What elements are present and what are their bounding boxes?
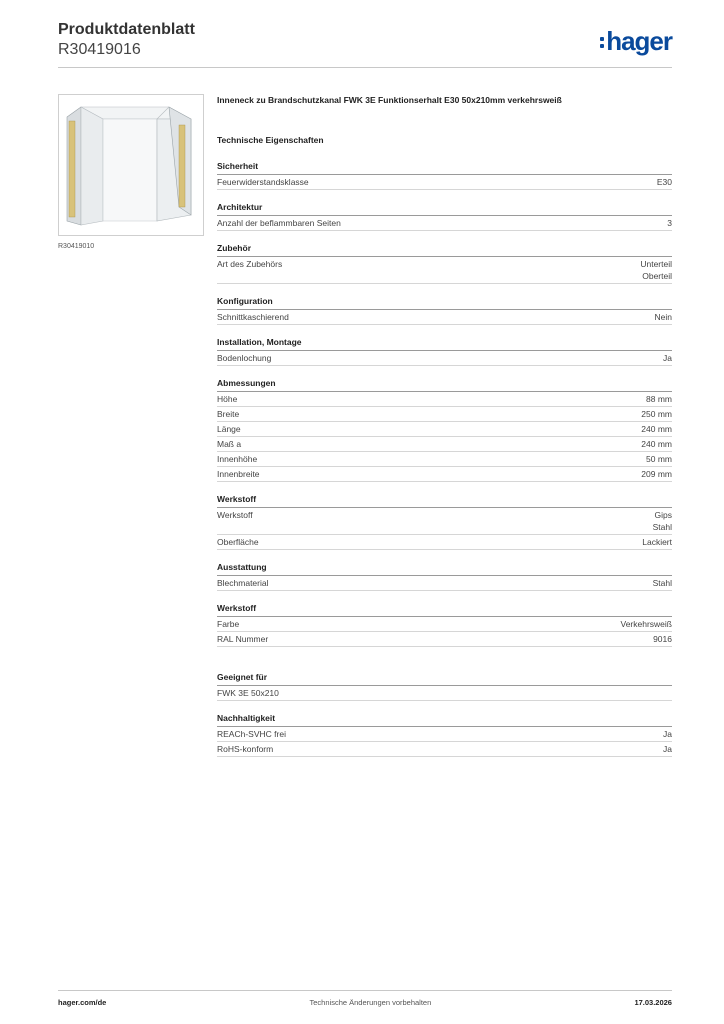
logo-colon-icon bbox=[600, 37, 604, 48]
spec-group-title: Installation, Montage bbox=[217, 336, 672, 351]
hager-logo[interactable] bbox=[600, 28, 672, 54]
logo-wordmark: hager bbox=[606, 26, 672, 56]
page-footer bbox=[58, 998, 672, 1007]
spec-value: Stahl bbox=[652, 522, 672, 532]
spec-label: RoHS-konform bbox=[217, 744, 274, 754]
spec-value: 9016 bbox=[653, 634, 672, 644]
spec-group bbox=[217, 671, 672, 701]
spec-row bbox=[217, 351, 672, 366]
spec-value: Ja bbox=[663, 353, 672, 363]
spec-row bbox=[217, 576, 672, 591]
spec-values bbox=[653, 509, 672, 533]
spec-group bbox=[217, 561, 672, 591]
spec-label: RAL Nummer bbox=[217, 634, 269, 644]
spec-label: Breite bbox=[217, 409, 240, 419]
spec-group-title: Abmessungen bbox=[217, 377, 672, 392]
spec-label: Anzahl der beflammbaren Seiten bbox=[217, 218, 341, 228]
corner-duct-illustration-icon bbox=[59, 95, 203, 235]
spec-values bbox=[646, 453, 672, 465]
spec-values bbox=[663, 743, 672, 755]
spec-value: Gips bbox=[654, 510, 672, 520]
spec-value: 250 mm bbox=[641, 409, 672, 419]
spec-values bbox=[641, 408, 672, 420]
spec-group-title: Konfiguration bbox=[217, 295, 672, 310]
spec-value: Oberteil bbox=[642, 271, 672, 281]
spec-value: 88 mm bbox=[646, 394, 672, 404]
spec-label: Innenhöhe bbox=[217, 454, 258, 464]
spec-group bbox=[217, 160, 672, 190]
spec-row bbox=[217, 742, 672, 757]
spec-label: Blechmaterial bbox=[217, 578, 269, 588]
footer-website-link[interactable]: hager.com/de bbox=[58, 998, 107, 1007]
spec-values bbox=[646, 393, 672, 405]
spec-row bbox=[217, 686, 672, 701]
spec-row bbox=[217, 392, 672, 407]
spec-values bbox=[621, 618, 673, 630]
spec-value: Unterteil bbox=[640, 259, 672, 269]
spec-row bbox=[217, 310, 672, 325]
spec-label: FWK 3E 50x210 bbox=[217, 688, 279, 698]
product-title: Inneneck zu Brandschutzkanal FWK 3E Funktionserhalt E30 50x210mm verkehrsweiß bbox=[217, 95, 562, 105]
spec-value: Ja bbox=[663, 744, 672, 754]
spec-row bbox=[217, 407, 672, 422]
spec-row bbox=[217, 437, 672, 452]
spec-group bbox=[217, 242, 672, 284]
spec-group bbox=[217, 377, 672, 482]
spec-row bbox=[217, 216, 672, 231]
spec-group-title: Geeignet für bbox=[217, 671, 672, 686]
spec-value: Nein bbox=[654, 312, 672, 322]
spec-value: 3 bbox=[667, 218, 672, 228]
spec-row bbox=[217, 617, 672, 632]
spec-value: 240 mm bbox=[641, 424, 672, 434]
spec-group-title: Werkstoff bbox=[217, 493, 672, 508]
spec-values bbox=[653, 633, 672, 645]
page-header bbox=[58, 20, 672, 68]
spec-value: Verkehrsweiß bbox=[620, 619, 672, 629]
spec-values bbox=[667, 217, 672, 229]
spec-value: 240 mm bbox=[641, 439, 672, 449]
spec-group-title: Werkstoff bbox=[217, 602, 672, 617]
footer-disclaimer: Technische Änderungen vorbehalten bbox=[309, 998, 432, 1007]
spec-group-title: Sicherheit bbox=[217, 160, 672, 175]
spec-label: Werkstoff bbox=[217, 510, 253, 520]
spec-values bbox=[642, 536, 672, 548]
spec-group bbox=[217, 336, 672, 366]
spec-values bbox=[663, 728, 672, 740]
spec-label: Farbe bbox=[217, 619, 240, 629]
spec-group-title: Nachhaltigkeit bbox=[217, 712, 672, 727]
spec-value: Stahl bbox=[652, 578, 672, 588]
spec-row bbox=[217, 422, 672, 437]
spec-label: Länge bbox=[217, 424, 241, 434]
spec-values bbox=[641, 468, 672, 480]
spec-row bbox=[217, 535, 672, 550]
spec-row bbox=[217, 452, 672, 467]
spec-row bbox=[217, 508, 672, 535]
document-number: R30419016 bbox=[58, 41, 141, 58]
spec-group bbox=[217, 602, 672, 647]
spec-values bbox=[655, 311, 672, 323]
spec-row bbox=[217, 257, 672, 284]
spec-label: Innenbreite bbox=[217, 469, 260, 479]
spec-values bbox=[657, 176, 672, 188]
footer-divider bbox=[58, 990, 672, 991]
spec-label: Maß a bbox=[217, 439, 242, 449]
spec-groups bbox=[217, 160, 672, 757]
spec-row bbox=[217, 467, 672, 482]
image-caption: R30419010 bbox=[58, 243, 95, 250]
spec-values bbox=[641, 438, 672, 450]
document-title: Produktdatenblatt bbox=[58, 21, 195, 38]
spec-label: Art des Zubehörs bbox=[217, 259, 283, 269]
spec-label: Höhe bbox=[217, 394, 238, 404]
spec-values bbox=[653, 577, 672, 589]
spec-row bbox=[217, 175, 672, 190]
spec-group-title: Architektur bbox=[217, 201, 672, 216]
spec-value: Lackiert bbox=[642, 537, 672, 547]
spec-label: Schnittkaschierend bbox=[217, 312, 289, 322]
spec-row bbox=[217, 632, 672, 647]
spec-values bbox=[640, 258, 672, 282]
spec-label: REACh-SVHC frei bbox=[217, 729, 286, 739]
spec-group bbox=[217, 493, 672, 550]
spec-group bbox=[217, 712, 672, 757]
spec-group-title: Ausstattung bbox=[217, 561, 672, 576]
product-specs bbox=[217, 94, 672, 768]
spec-value: 209 mm bbox=[641, 469, 672, 479]
product-image bbox=[58, 94, 204, 236]
spec-group bbox=[217, 201, 672, 231]
spec-label: Bodenlochung bbox=[217, 353, 272, 363]
spec-label: Oberfläche bbox=[217, 537, 259, 547]
spec-row bbox=[217, 727, 672, 742]
header-divider bbox=[58, 67, 672, 68]
spec-values bbox=[663, 352, 672, 364]
spec-value: E30 bbox=[656, 177, 672, 187]
spec-values bbox=[641, 423, 672, 435]
spec-value: 50 mm bbox=[646, 454, 672, 464]
footer-date: 17.03.2026 bbox=[634, 998, 672, 1007]
section-title: Technische Eigenschaften bbox=[217, 135, 324, 145]
spec-label: Feuerwiderstandsklasse bbox=[217, 177, 309, 187]
spec-value: Ja bbox=[663, 729, 672, 739]
spec-group bbox=[217, 295, 672, 325]
spec-group-title: Zubehör bbox=[217, 242, 672, 257]
